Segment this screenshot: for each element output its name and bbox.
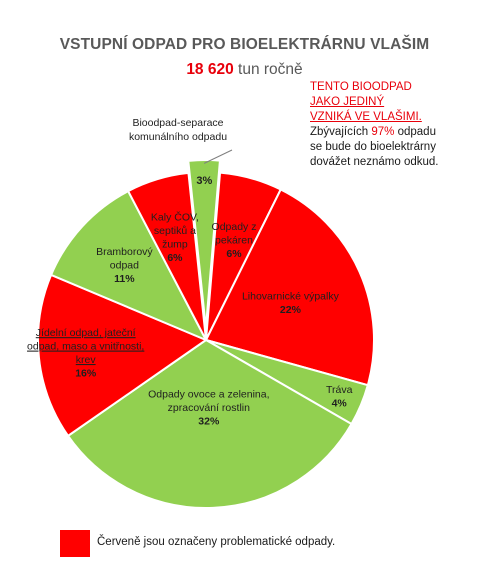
- note-line-5: se bude do bioelektrárny: [310, 141, 436, 153]
- note-line-3: VZNIKÁ VE VLAŠIMI.: [310, 111, 422, 123]
- note-line-4: [310, 125, 488, 140]
- slice-label: 3%: [196, 175, 213, 188]
- subtitle-value: 18 620: [186, 61, 234, 78]
- slice-label: Kaly ČOV, septiků a žump 6%: [150, 211, 199, 264]
- note-percentage: 97%: [371, 126, 395, 138]
- callout-label: Bioodpad-separace komunálního odpadu: [128, 117, 228, 143]
- note-line-4-start: Zbývajících: [310, 126, 372, 138]
- legend-text: Červeně jsou označeny problematické odpady.: [97, 536, 336, 548]
- subtitle-unit: tun ročně: [238, 61, 303, 78]
- legend-swatch-red: [60, 530, 90, 557]
- slice-label: Odpady ovoce a zelenina, zpracování rostlin 32%: [148, 388, 270, 428]
- note-line-6: dovážet neznámo odkud.: [310, 156, 439, 168]
- slice-label: Odpady z pekáren 6%: [211, 220, 257, 260]
- chart-title: VSTUPNÍ ODPAD PRO BIOELEKTRÁRNU VLAŠIM: [59, 36, 430, 53]
- slice-label: Lihovarnické výpalky 22%: [241, 290, 339, 316]
- info-note: [310, 80, 488, 170]
- slice-label: Jídelní odpad, jateční odpad, maso a vnitřnosti, krev 16%: [27, 327, 145, 380]
- note-line-1: TENTO BIOODPAD: [310, 81, 412, 93]
- slice-label: Tráva 4%: [325, 383, 353, 410]
- note-line-2: JAKO JEDINÝ: [310, 96, 385, 108]
- note-line-4-end: odpadu: [394, 126, 436, 138]
- slice-label: Bramborový odpad 11%: [96, 246, 153, 286]
